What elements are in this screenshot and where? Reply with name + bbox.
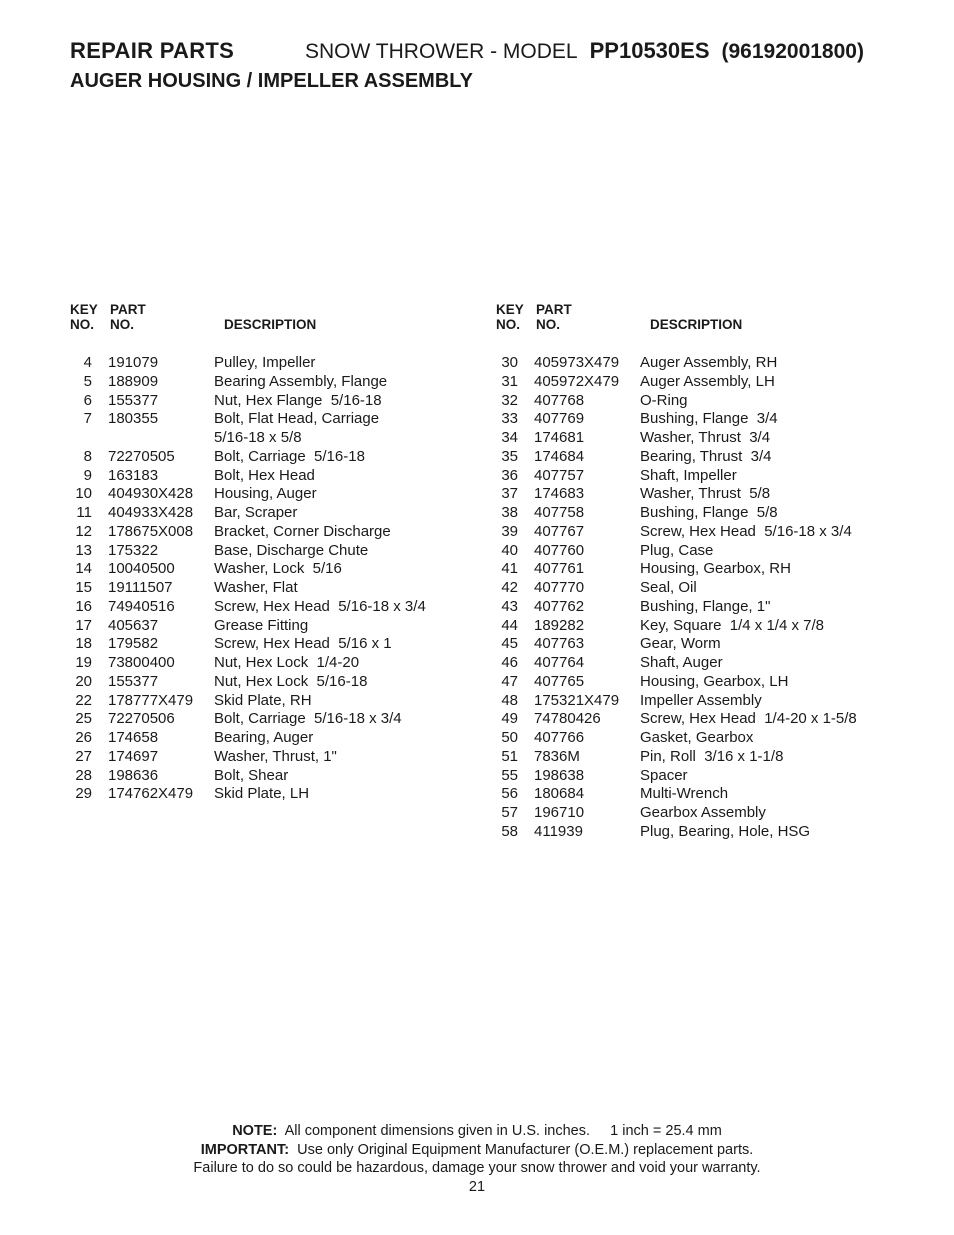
key-no-cell: 16 bbox=[75, 597, 92, 615]
description-cell: Bolt, Shear bbox=[214, 766, 289, 784]
key-no-header: KEY NO. bbox=[70, 302, 98, 332]
table-row bbox=[496, 692, 916, 711]
description-cell: Screw, Hex Head 5/16-18 x 3/4 bbox=[640, 522, 852, 540]
description-cell: Spacer bbox=[640, 766, 688, 784]
description-cell: Seal, Oil bbox=[640, 579, 697, 596]
part-no-cell: 198638 bbox=[534, 766, 585, 784]
description-cell: Washer, Thrust 3/4 bbox=[640, 429, 771, 446]
key-no-cell: 34 bbox=[501, 429, 518, 446]
key-no-cell: 46 bbox=[501, 654, 518, 671]
part-no-cell: 191079 bbox=[108, 354, 159, 371]
description-cell: Key, Square 1/4 x 1/4 x 7/8 bbox=[640, 616, 824, 634]
part-no-cell: 407763 bbox=[534, 635, 585, 653]
parts-list-right bbox=[496, 300, 916, 842]
table-row bbox=[70, 654, 470, 673]
part-no-cell: 74780426 bbox=[534, 710, 601, 728]
description-cell: Bearing, Auger bbox=[214, 729, 314, 746]
key-no-cell: 28 bbox=[75, 766, 92, 784]
description-cell: Impeller Assembly bbox=[640, 691, 762, 709]
description-cell: Bolt, Carriage 5/16-18 x 3/4 bbox=[214, 710, 402, 728]
description-cell: Multi-Wrench bbox=[640, 785, 729, 803]
key-no-cell: 26 bbox=[75, 729, 92, 746]
part-no-cell: 407764 bbox=[534, 654, 585, 671]
part-no-cell: 407767 bbox=[534, 522, 585, 540]
description-cell: Screw, Hex Head 1/4-20 x 1-5/8 bbox=[640, 710, 857, 728]
description-cell: Bearing Assembly, Flange bbox=[214, 372, 388, 390]
table-row bbox=[496, 617, 916, 636]
description-cell: Shaft, Auger bbox=[640, 654, 723, 671]
description-header: DESCRIPTION bbox=[650, 317, 743, 332]
table-row bbox=[70, 504, 470, 523]
table-row bbox=[70, 767, 470, 786]
key-no-cell: 38 bbox=[501, 504, 518, 521]
model-prefix: SNOW THROWER - MODEL bbox=[305, 40, 578, 63]
part-no-cell: 407765 bbox=[534, 672, 585, 690]
description-cell: Base, Discharge Chute bbox=[214, 541, 369, 559]
page-number: 21 bbox=[468, 1178, 486, 1195]
description-cell: Auger Assembly, LH bbox=[640, 372, 775, 390]
parts-rows-left bbox=[70, 354, 470, 804]
key-no-cell: 18 bbox=[75, 635, 92, 653]
key-no-cell: 33 bbox=[501, 410, 518, 428]
table-row bbox=[496, 410, 916, 429]
key-no-cell: 19 bbox=[75, 654, 92, 671]
part-no-cell: 178675X008 bbox=[108, 522, 194, 540]
key-no-cell: 58 bbox=[501, 822, 518, 840]
important-text: Use only Original Equipment Manufacturer (O.E.M.) replacement parts. bbox=[297, 1141, 754, 1158]
key-no-cell: 29 bbox=[75, 785, 92, 803]
table-row bbox=[496, 804, 916, 823]
table-row bbox=[70, 692, 470, 711]
description-cell: Auger Assembly, RH bbox=[640, 354, 778, 371]
part-no-cell: 407770 bbox=[534, 579, 585, 596]
part-no-cell: 73800400 bbox=[108, 654, 175, 671]
description-cell: Bushing, Flange, 1" bbox=[640, 597, 771, 615]
key-no-cell: 50 bbox=[501, 729, 518, 746]
part-no-cell: 407762 bbox=[534, 597, 585, 615]
page-footer bbox=[0, 1122, 954, 1196]
key-no-cell: 17 bbox=[75, 616, 92, 634]
key-no-cell: 41 bbox=[501, 560, 518, 578]
description-cell: Bolt, Carriage 5/16-18 bbox=[214, 447, 365, 465]
key-no-cell: 6 bbox=[83, 391, 92, 409]
part-no-cell: 404933X428 bbox=[108, 504, 194, 521]
key-no-cell: 4 bbox=[83, 354, 92, 371]
part-no-cell: 411939 bbox=[534, 822, 583, 840]
description-cell: Skid Plate, RH bbox=[214, 691, 312, 709]
part-no-header: PART NO. bbox=[536, 302, 572, 332]
key-no-cell: 13 bbox=[75, 541, 92, 559]
model-code: (96192001800) bbox=[721, 40, 864, 63]
table-row bbox=[496, 579, 916, 598]
part-no-cell: 174697 bbox=[108, 747, 159, 765]
note-label: NOTE: bbox=[232, 1123, 278, 1139]
description-cell: Screw, Hex Head 5/16-18 x 3/4 bbox=[214, 597, 426, 615]
key-no-cell: 25 bbox=[75, 710, 92, 728]
key-no-cell: 20 bbox=[75, 672, 92, 690]
description-cell: Screw, Hex Head 5/16 x 1 bbox=[214, 635, 392, 653]
description-cell: Plug, Case bbox=[640, 541, 714, 559]
table-row bbox=[70, 523, 470, 542]
description-cell: Nut, Hex Lock 1/4-20 bbox=[214, 654, 360, 671]
table-row bbox=[496, 392, 916, 411]
description-cell: Bearing, Thrust 3/4 bbox=[640, 447, 772, 465]
part-no-cell: 19111507 bbox=[108, 579, 173, 596]
part-no-cell: 189282 bbox=[534, 616, 585, 634]
table-row bbox=[70, 560, 470, 579]
description-cell: Washer, Thrust, 1" bbox=[214, 747, 337, 765]
table-row bbox=[70, 542, 470, 561]
key-no-cell: 15 bbox=[75, 579, 92, 596]
table-row bbox=[496, 429, 916, 448]
table-row bbox=[70, 373, 470, 392]
description-cell: Gasket, Gearbox bbox=[640, 729, 754, 746]
table-row bbox=[496, 710, 916, 729]
table-row bbox=[496, 485, 916, 504]
part-no-cell: 174762X479 bbox=[108, 785, 194, 803]
table-row bbox=[496, 448, 916, 467]
part-no-cell: 180684 bbox=[534, 785, 585, 803]
description-cell: Housing, Gearbox, RH bbox=[640, 560, 791, 578]
key-no-cell: 45 bbox=[501, 635, 518, 653]
part-no-cell: 404930X428 bbox=[108, 485, 194, 503]
note-line bbox=[0, 1122, 954, 1141]
key-no-cell: 32 bbox=[501, 391, 518, 409]
key-no-cell: 40 bbox=[501, 541, 518, 559]
table-row bbox=[70, 392, 470, 411]
table-row bbox=[496, 767, 916, 786]
table-row bbox=[70, 598, 470, 617]
key-no-cell: 22 bbox=[75, 691, 92, 709]
table-row bbox=[496, 598, 916, 617]
key-no-cell: 49 bbox=[501, 710, 518, 728]
table-row bbox=[70, 729, 470, 748]
part-no-cell: 196710 bbox=[534, 804, 585, 821]
table-row bbox=[496, 467, 916, 486]
key-no-cell: 51 bbox=[501, 747, 518, 765]
parts-list-left bbox=[70, 300, 470, 804]
table-row bbox=[496, 729, 916, 748]
key-no-cell: 42 bbox=[501, 579, 518, 596]
table-row bbox=[496, 523, 916, 542]
table-row bbox=[70, 710, 470, 729]
column-headers bbox=[496, 300, 916, 332]
description-cell: Nut, Hex Flange 5/16-18 bbox=[214, 391, 382, 409]
description-cell: Bolt, Hex Head bbox=[214, 466, 315, 484]
part-no-cell: 188909 bbox=[108, 372, 159, 390]
key-no-cell: 9 bbox=[83, 466, 92, 484]
description-header: DESCRIPTION bbox=[224, 317, 317, 332]
table-row bbox=[496, 560, 916, 579]
table-row bbox=[496, 373, 916, 392]
key-no-cell: 14 bbox=[75, 560, 92, 578]
part-no-cell: 155377 bbox=[108, 672, 159, 690]
key-no-cell: 57 bbox=[501, 804, 518, 821]
key-no-cell: 7 bbox=[83, 410, 92, 428]
table-row bbox=[70, 485, 470, 504]
table-row bbox=[496, 748, 916, 767]
part-no-cell: 178777X479 bbox=[108, 691, 194, 709]
model-number: PP10530ES bbox=[589, 38, 710, 63]
key-no-cell: 12 bbox=[75, 522, 92, 540]
description-cell: Bar, Scraper bbox=[214, 504, 298, 521]
part-no-cell: 179582 bbox=[108, 635, 159, 653]
key-no-cell: 47 bbox=[501, 672, 518, 690]
part-no-cell: 174683 bbox=[534, 485, 585, 503]
part-no-cell: 7836M bbox=[534, 747, 580, 765]
description-cell: Pin, Roll 3/16 x 1-1/8 bbox=[640, 747, 784, 765]
table-row bbox=[496, 635, 916, 654]
description-cell: Bushing, Flange 5/8 bbox=[640, 504, 778, 521]
description-cell: Washer, Thrust 5/8 bbox=[640, 485, 771, 503]
part-no-cell: 405973X479 bbox=[534, 354, 620, 371]
description-cell: Shaft, Impeller bbox=[640, 466, 737, 484]
part-no-cell: 198636 bbox=[108, 766, 159, 784]
assembly-title: AUGER HOUSING / IMPELLER ASSEMBLY bbox=[70, 70, 474, 92]
key-no-cell: 31 bbox=[501, 372, 518, 390]
important-line bbox=[0, 1141, 954, 1160]
key-no-cell: 30 bbox=[501, 354, 518, 371]
page-header bbox=[70, 38, 930, 93]
description-cell: Bolt, Flat Head, Carriage bbox=[214, 410, 380, 428]
part-no-cell: 405637 bbox=[108, 616, 159, 634]
part-no-cell: 175322 bbox=[108, 541, 159, 559]
part-no-cell: 174658 bbox=[108, 729, 159, 746]
description-cell: Skid Plate, LH bbox=[214, 785, 310, 803]
key-no-cell: 37 bbox=[501, 485, 518, 503]
description-cell: Housing, Auger bbox=[214, 485, 317, 503]
part-no-cell: 175321X479 bbox=[534, 691, 620, 709]
description-cell: O-Ring bbox=[640, 391, 688, 409]
table-row bbox=[70, 673, 470, 692]
part-no-cell: 407761 bbox=[534, 560, 585, 578]
key-no-cell: 48 bbox=[501, 691, 518, 709]
table-row bbox=[70, 579, 470, 598]
table-row bbox=[70, 467, 470, 486]
table-row bbox=[70, 429, 470, 448]
part-no-cell: 174684 bbox=[534, 447, 585, 465]
key-no-cell: 36 bbox=[501, 466, 518, 484]
warning-line: Failure to do so could be hazardous, damage your snow thrower and void your warranty. bbox=[193, 1160, 761, 1176]
description-cell: Housing, Gearbox, LH bbox=[640, 672, 789, 690]
part-no-cell: 407768 bbox=[534, 391, 585, 409]
part-no-cell: 163183 bbox=[108, 466, 159, 484]
note-text: All component dimensions given in U.S. inches. 1 inch = 25.4 mm bbox=[284, 1123, 722, 1139]
part-no-cell: 74940516 bbox=[108, 597, 175, 615]
important-label: IMPORTANT: bbox=[200, 1141, 290, 1158]
table-row bbox=[496, 542, 916, 561]
table-row bbox=[70, 617, 470, 636]
description-cell: 5/16-18 x 5/8 bbox=[214, 429, 302, 446]
table-row bbox=[70, 635, 470, 654]
key-no-cell: 43 bbox=[501, 597, 518, 615]
key-no-cell: 39 bbox=[501, 522, 518, 540]
key-no-cell: 10 bbox=[75, 485, 92, 503]
description-cell: Washer, Flat bbox=[214, 579, 298, 596]
part-no-cell: 407769 bbox=[534, 410, 585, 428]
column-headers bbox=[70, 300, 470, 332]
table-row bbox=[496, 673, 916, 692]
table-row bbox=[70, 748, 470, 767]
table-row bbox=[496, 785, 916, 804]
key-no-cell: 11 bbox=[76, 504, 92, 521]
part-no-cell bbox=[92, 429, 214, 448]
table-row bbox=[70, 448, 470, 467]
table-row bbox=[496, 354, 916, 373]
description-cell: Plug, Bearing, Hole, HSG bbox=[640, 822, 811, 840]
description-cell: Gearbox Assembly bbox=[640, 804, 766, 821]
part-no-cell: 407757 bbox=[534, 466, 585, 484]
table-row bbox=[70, 410, 470, 429]
description-cell: Bracket, Corner Discharge bbox=[214, 522, 391, 540]
key-no-cell: 35 bbox=[501, 447, 518, 465]
description-cell: Grease Fitting bbox=[214, 616, 309, 634]
key-no-cell: 8 bbox=[83, 447, 92, 465]
key-no-cell: 55 bbox=[501, 766, 518, 784]
parts-rows-right bbox=[496, 354, 916, 842]
part-no-header: PART NO. bbox=[110, 302, 146, 332]
description-cell: Pulley, Impeller bbox=[214, 354, 316, 371]
part-no-cell: 407758 bbox=[534, 504, 585, 521]
key-no-cell: 44 bbox=[501, 616, 518, 634]
part-no-cell: 10040500 bbox=[108, 560, 175, 578]
key-no-cell bbox=[70, 429, 92, 448]
part-no-cell: 72270506 bbox=[108, 710, 175, 728]
description-cell: Nut, Hex Lock 5/16-18 bbox=[214, 672, 368, 690]
description-cell: Washer, Lock 5/16 bbox=[214, 560, 342, 578]
part-no-cell: 72270505 bbox=[108, 447, 175, 465]
key-no-cell: 27 bbox=[75, 747, 92, 765]
description-cell: Bushing, Flange 3/4 bbox=[640, 410, 778, 428]
key-no-header: KEY NO. bbox=[496, 302, 524, 332]
description-cell: Gear, Worm bbox=[640, 635, 721, 653]
part-no-cell: 407766 bbox=[534, 729, 585, 746]
key-no-cell: 5 bbox=[83, 372, 92, 390]
table-row bbox=[496, 823, 916, 842]
key-no-cell: 56 bbox=[501, 785, 518, 803]
part-no-cell: 174681 bbox=[534, 429, 585, 446]
table-row bbox=[496, 504, 916, 523]
table-row bbox=[496, 654, 916, 673]
title-line bbox=[70, 38, 930, 64]
repair-parts-heading: REPAIR PARTS bbox=[70, 38, 235, 63]
part-no-cell: 180355 bbox=[108, 410, 159, 428]
table-row bbox=[70, 785, 470, 804]
table-row bbox=[70, 354, 470, 373]
part-no-cell: 155377 bbox=[108, 391, 159, 409]
part-no-cell: 407760 bbox=[534, 541, 585, 559]
part-no-cell: 405972X479 bbox=[534, 372, 620, 390]
